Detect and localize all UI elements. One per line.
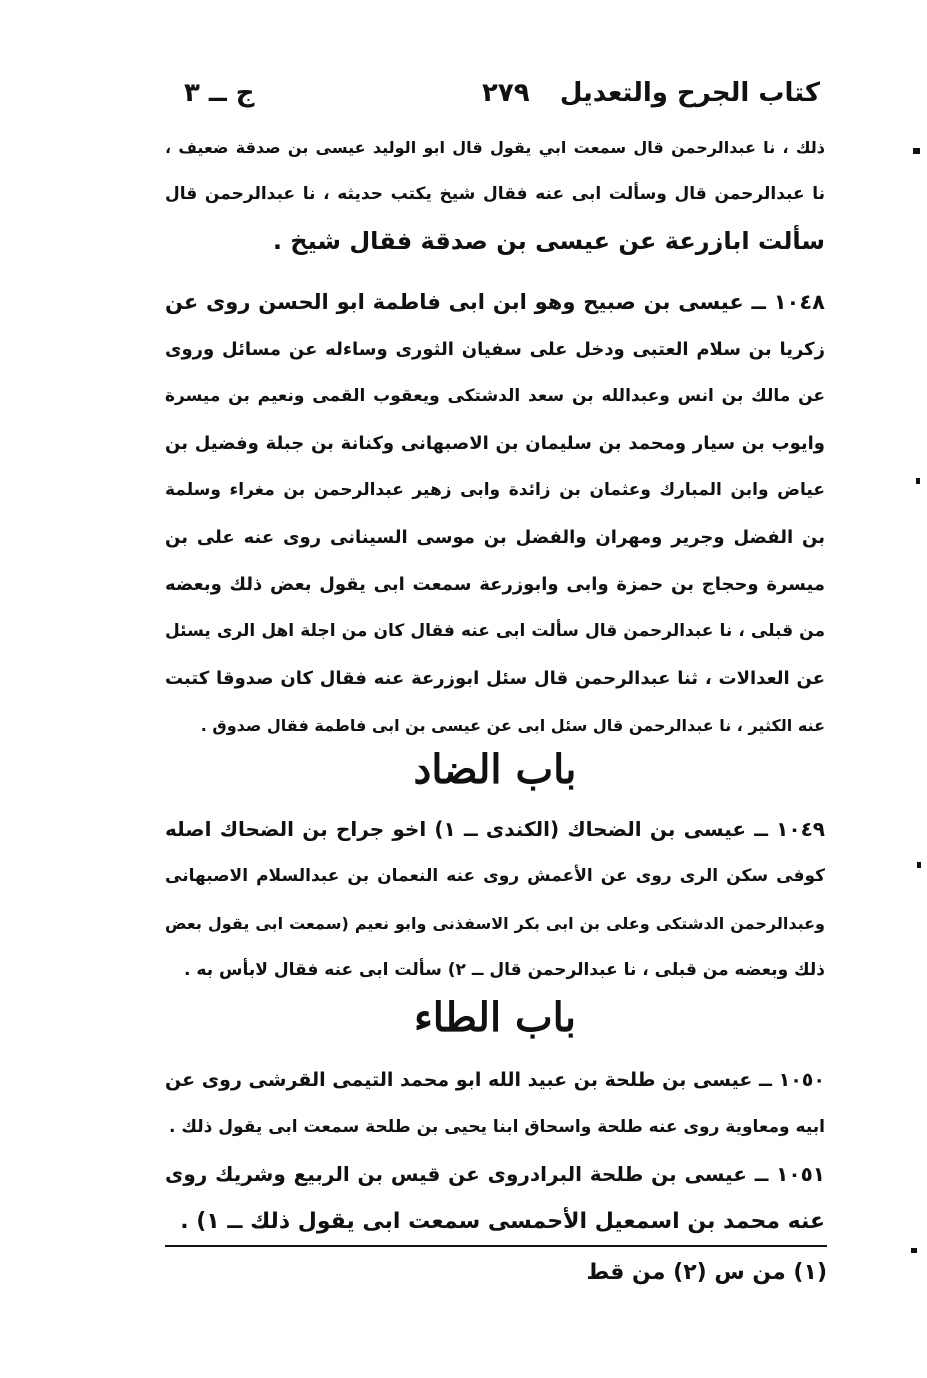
text-line: ١٠٤٩ ــ عيسى بن الضحاك (الكندى ــ ١) اخو جراح بن الضحاك اصله bbox=[165, 817, 825, 841]
footnote: (١) من س (٢) من قط bbox=[586, 1260, 827, 1285]
footnote-divider bbox=[165, 1245, 827, 1247]
text-line: وايوب بن سيار ومحمد بن سليمان بن الاصبهانى وكنانة بن جبلة وفضيل بن bbox=[165, 433, 825, 454]
text-line: عنه الكثير ، نا عبدالرحمن قال سئل ابى عن عيسى بن ابى فاطمة فقال صدوق . bbox=[200, 716, 825, 735]
page-header bbox=[160, 78, 820, 118]
text-line: عن مالك بن انس وعبدالله بن سعد الدشتكى ويعقوب القمى ونعيم بن ميسرة bbox=[165, 386, 825, 406]
text-line: ١٠٥١ ــ عيسى بن طلحة البرادروى عن قيس بن الربيع وشريك روى bbox=[165, 1162, 825, 1186]
text-line: سألت ابازرعة عن عيسى بن صدقة فقال شيخ . bbox=[272, 227, 825, 255]
text-line: عن العدالات ، ثنا عبدالرحمن قال سئل ابوزرعة عنه فقال كان صدوقا كتبت bbox=[165, 668, 825, 689]
margin-mark bbox=[916, 478, 920, 484]
entry-1048 bbox=[165, 279, 825, 749]
text-line: عنه محمد بن اسمعيل الأحمسى سمعت ابى يقول ذلك ــ ١) . bbox=[180, 1209, 825, 1234]
page-number: ٢٧٩ bbox=[482, 78, 530, 108]
entry-1049 bbox=[165, 806, 825, 994]
margin-mark bbox=[917, 862, 921, 868]
margin-mark bbox=[911, 1248, 917, 1253]
entry-1050-1051 bbox=[165, 1057, 825, 1245]
text-line: ١٠٥٠ ــ عيسى بن طلحة بن عبيد الله ابو محمد التيمى القرشى روى عن bbox=[165, 1069, 825, 1091]
text-line: ابيه ومعاوية روى عنه طلحة واسحاق ابنا يحيى بن طلحة سمعت ابى يقول ذلك . bbox=[169, 1117, 825, 1137]
text-line: ذلك ، نا عبدالرحمن قال سمعت ابي يقول قال ابو الوليد عيسى بن صدقة ضعيف ، bbox=[165, 138, 825, 157]
section-heading-dad: باب الضاد bbox=[413, 746, 577, 793]
text-line: ١٠٤٨ ــ عيسى بن صبيح وهو ابن ابى فاطمة ابو الحسن روى عن bbox=[165, 290, 825, 314]
text-line: كوفى سكن الرى روى عن الأعمش روى عنه النعمان بن عبدالسلام الاصبهانى bbox=[165, 866, 825, 886]
text-line: من قبلى ، نا عبدالرحمن قال سألت ابى عنه فقال كان من اجلة اهل الرى يسئل bbox=[165, 621, 825, 641]
margin-mark bbox=[913, 148, 920, 154]
volume-label: ج ــ ٣ bbox=[184, 78, 255, 108]
text-line: ذلك وبعضه من قبلى ، نا عبدالرحمن قال ــ ٢) سألت ابى عنه فقال لابأس به . bbox=[184, 960, 825, 980]
text-line: نا عبدالرحمن قال وسألت ابى عنه فقال شيخ يكتب حديثه ، نا عبدالرحمن قال bbox=[165, 184, 825, 204]
book-title: كتاب الجرح والتعديل bbox=[559, 78, 820, 108]
text-line: وعبدالرحمن الدشتكى وعلى بن ابى بكر الاسفذنى وابو نعيم (سمعت ابى يقول بعض bbox=[165, 914, 825, 933]
section-heading-ta: باب الطاء bbox=[413, 994, 576, 1041]
text-line: بن الفضل وجرير ومهران والفضل بن موسى السينانى روى عنه على بن bbox=[165, 527, 825, 548]
text-line: ميسرة وحجاج بن حمزة وابى وابوزرعة سمعت ابى يقول بعض ذلك وبعضه bbox=[165, 574, 825, 595]
text-line: عياض وابن المبارك وعثمان بن زائدة وابى زهير عبدالرحمن بن مغراء وسلمة bbox=[165, 480, 825, 500]
entry-continuation bbox=[165, 124, 825, 265]
text-line: زكريا بن سلام العتبى ودخل على سفيان الثورى وساءله عن مسائل وروى bbox=[165, 339, 825, 360]
